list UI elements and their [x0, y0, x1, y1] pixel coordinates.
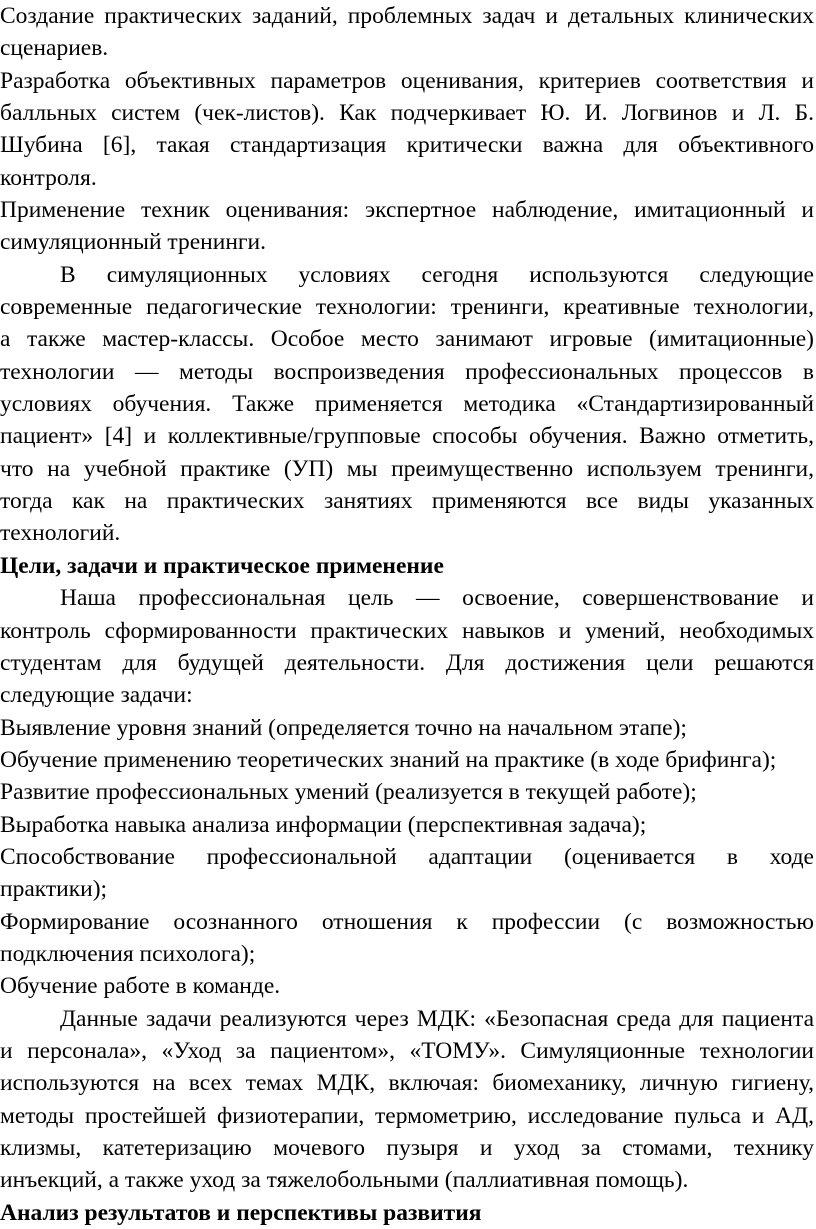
text-line: современные педагогические технологии: тренинги, креативные технологии,	[0, 294, 814, 321]
text-line: используются на всех темах МДК, включая: биомеханику, личную гигиену,	[0, 1070, 814, 1097]
list-item: Обучение применению теоретических знаний на практике (в ходе брифинга);	[0, 746, 777, 773]
text-line: инъекций, а также уход за тяжелобольными (паллиативная помощь).	[0, 1167, 689, 1194]
text-line: и персонала», «Уход за пациентом», «ТОМУ». Симуляционные технологии	[0, 1037, 814, 1064]
list-item: Способствование профессиональной адаптации (оценивается в ходе	[0, 843, 814, 870]
text-line: студентам для будущей деятельности. Для достижения цели решаются	[0, 649, 814, 676]
text-line: контроля.	[0, 164, 97, 191]
section-heading: Цели, задачи и практическое применение	[0, 552, 444, 579]
list-item: Формирование осознанного отношения к профессии (с возможностью	[0, 908, 814, 935]
list-item: Выработка навыка анализа информации (перспективная задача);	[0, 811, 647, 838]
text-line: методы простейшей физиотерапии, термометрию, исследование пульса и АД,	[0, 1102, 814, 1129]
text-line: а также мастер-классы. Особое место занимают игровые (имитационные)	[0, 326, 814, 353]
text-line: технологии — методы воспроизведения профессиональных процессов в	[0, 358, 814, 385]
list-item: практики);	[0, 876, 108, 903]
text-line: Создание практических заданий, проблемных задач и детальных клинических	[0, 3, 814, 29]
section-heading: Анализ результатов и перспективы развития	[0, 1199, 482, 1226]
list-item: Развитие профессиональных умений (реализуется в текущей работе);	[0, 779, 697, 806]
text-line: технологий.	[0, 520, 121, 547]
text-line: пациент» [4] и коллективные/групповые способы обучения. Важно отметить,	[0, 423, 814, 450]
text-line: что на учебной практике (УП) мы преимущественно используем тренинги,	[0, 455, 814, 482]
text-line: симуляционный тренинги.	[0, 229, 266, 256]
text-line: клизмы, катетеризацию мочевого пузыря и уход за стомами, технику	[0, 1134, 814, 1161]
text-line: следующие задачи:	[0, 682, 193, 709]
text-line: балльных систем (чек-листов). Как подчеркивает Ю. И. Логвинов и Л. Б.	[0, 100, 814, 127]
text-line: В симуляционных условиях сегодня используются следующие	[60, 261, 814, 288]
text-line: Данные задачи реализуются через МДК: «Безопасная среда для пациента	[60, 1005, 814, 1032]
text-line: тогда как на практических занятиях применяются все виды указанных	[0, 488, 814, 515]
text-line: контроль сформированности практических навыков и умений, необходимых	[0, 617, 814, 644]
text-line: условиях обучения. Также применяется методика «Стандартизированный	[0, 391, 814, 418]
text-line: Шубина [6], такая стандартизация критически важна для объективного	[0, 132, 814, 159]
list-item: Обучение работе в команде.	[0, 973, 281, 1000]
list-item: Выявление уровня знаний (определяется точно на начальном этапе);	[0, 714, 687, 741]
list-item: подключения психолога);	[0, 940, 256, 967]
text-line: Наша профессиональная цель — освоение, совершенствование и	[60, 585, 814, 612]
text-line: Применение техник оценивания: экспертное наблюдение, имитационный и	[0, 197, 814, 224]
text-line: Разработка объективных параметров оценивания, критериев соответствия и	[0, 67, 814, 94]
text-line: сценариев.	[0, 35, 109, 62]
